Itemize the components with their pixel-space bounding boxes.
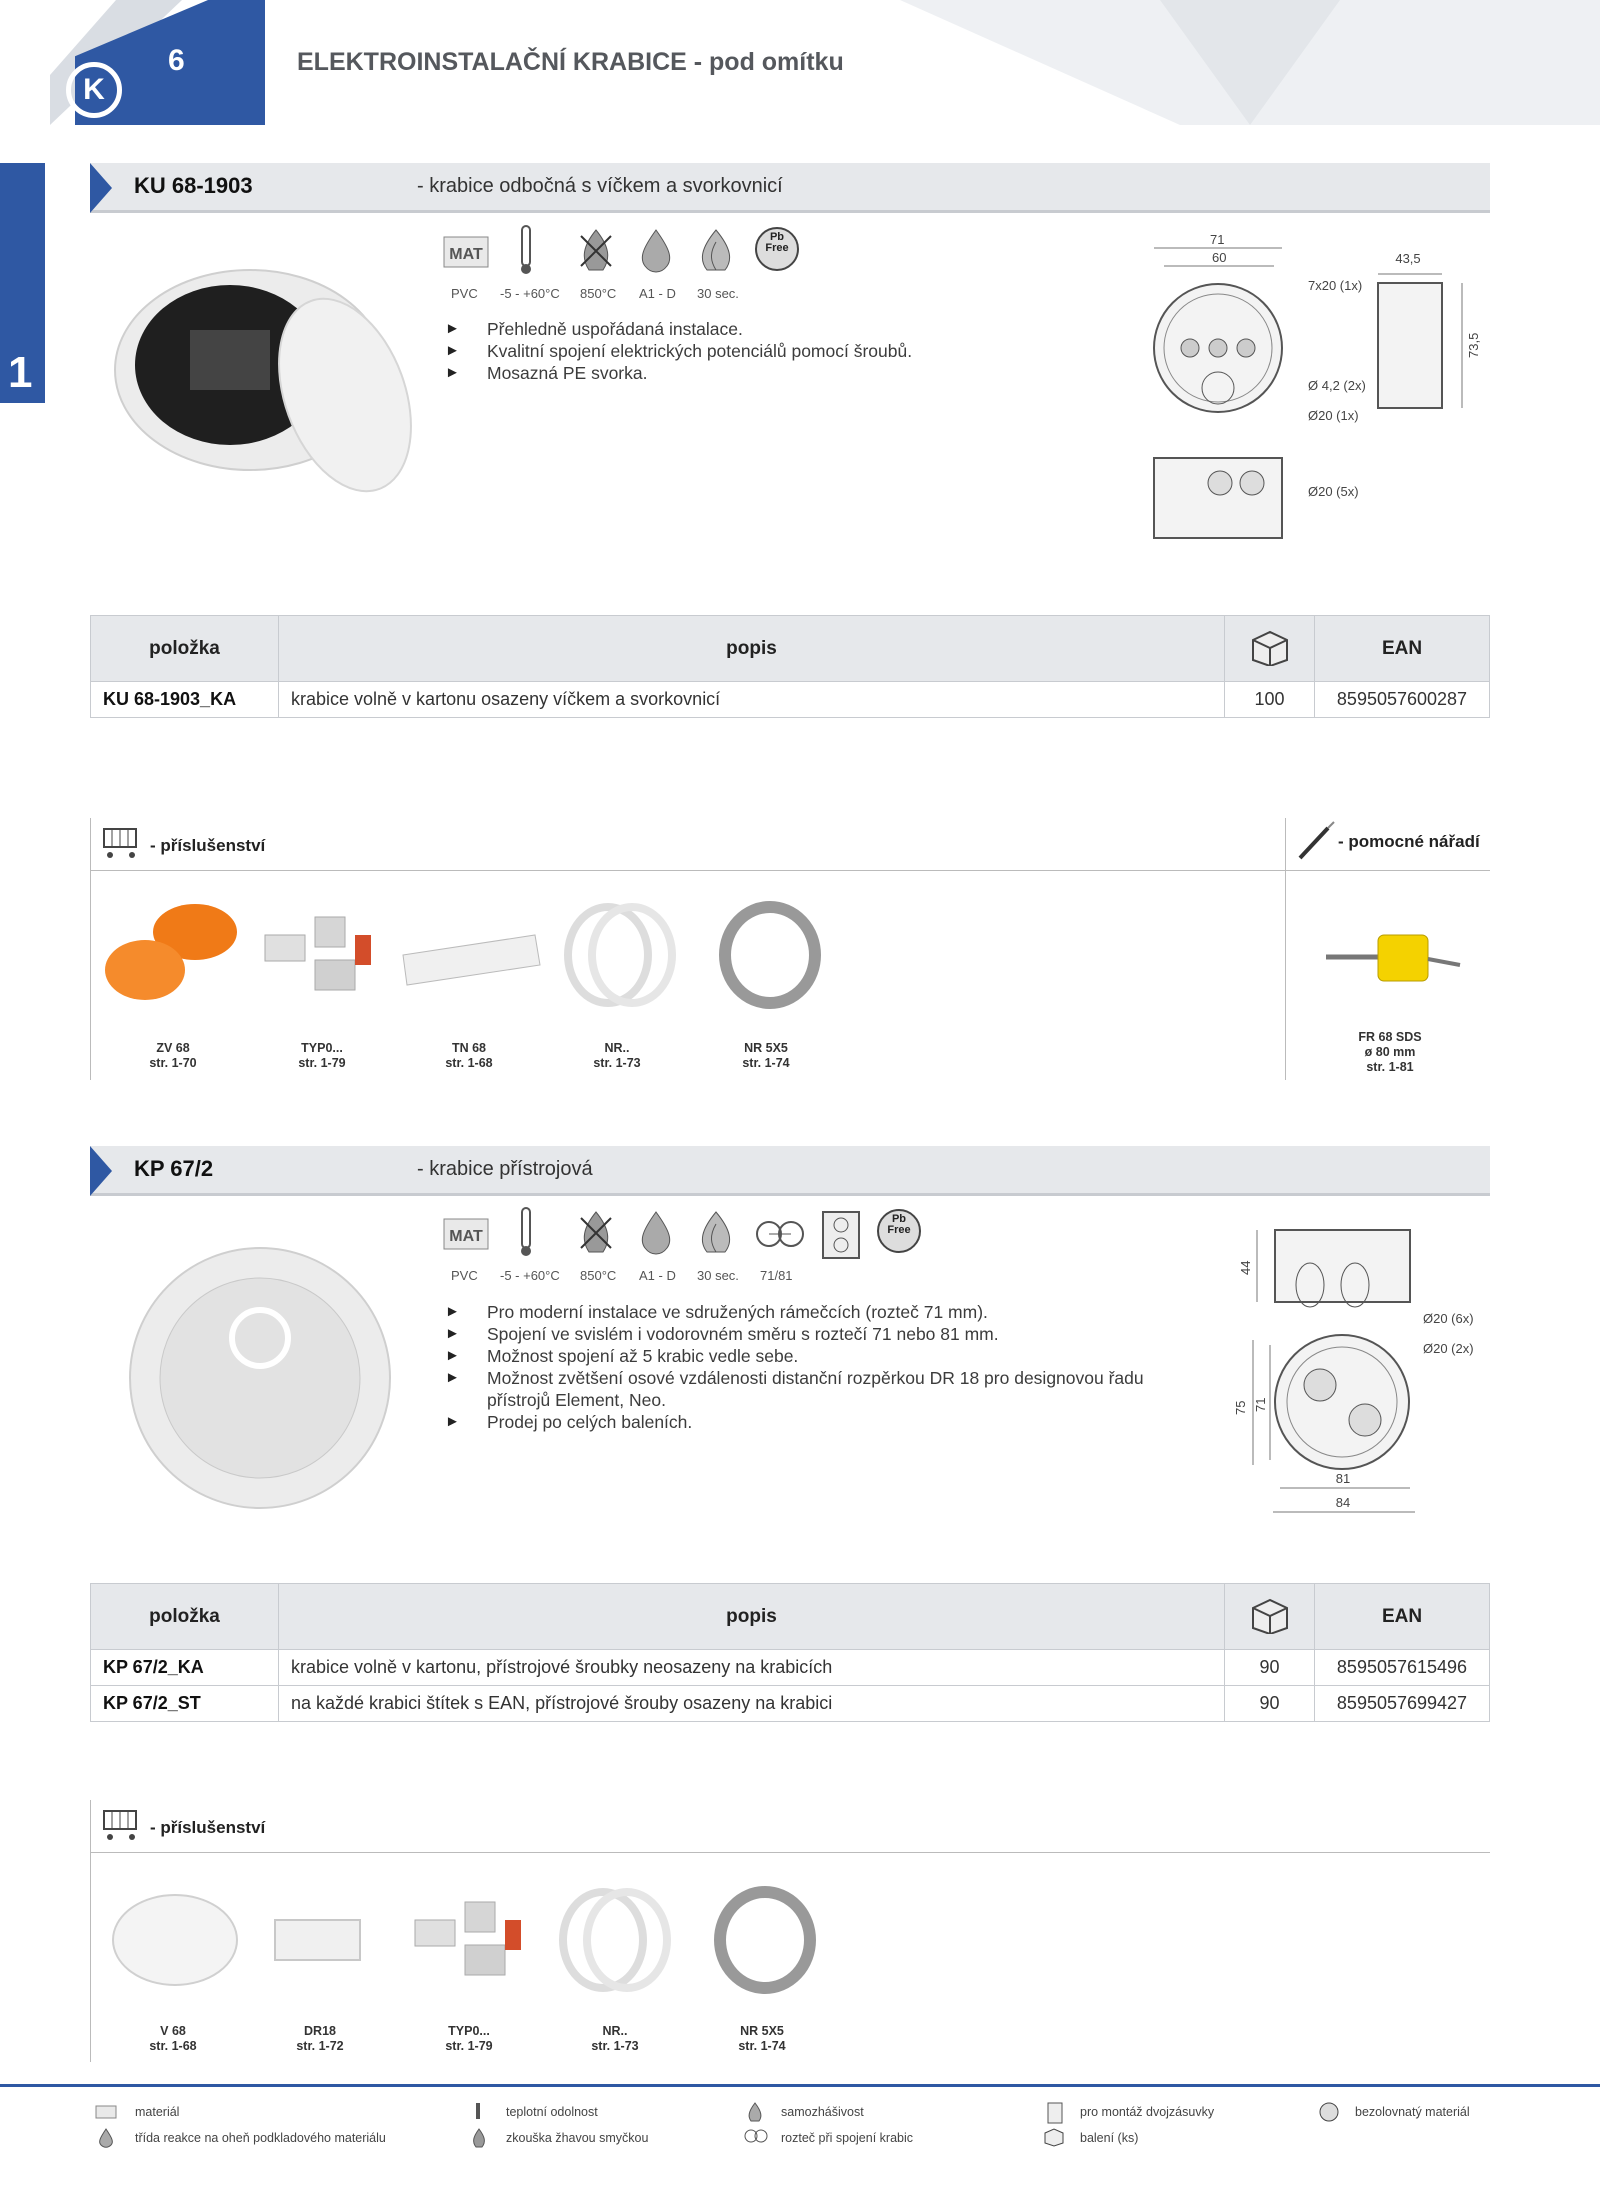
accessory-page: str. 1-72: [296, 2039, 344, 2053]
cell-ean: 8595057699427: [1315, 1686, 1490, 1722]
mat-icon-text: MAT: [449, 246, 483, 263]
technical-drawing-kp67: [1215, 1215, 1515, 1520]
accessory-name: DR18: [304, 2024, 336, 2038]
cell-qty: 100: [1225, 682, 1315, 718]
title-main: ELEKTROINSTALAČNÍ KRABICE: [297, 48, 687, 76]
table-row: [91, 1686, 1490, 1722]
pb-free-icon: [753, 224, 799, 270]
dim-60: 60: [1212, 250, 1227, 265]
col-header-qty: [1225, 616, 1315, 682]
dim-84: 84: [1335, 1495, 1351, 1510]
accessory-caption: [555, 2024, 675, 2054]
caption-pvc: PVC: [451, 1268, 478, 1283]
pb-text: Pb: [891, 1213, 907, 1225]
accessory-image-tn68: [395, 925, 545, 995]
label-d4-2: Ø 4,2 (2x): [1308, 378, 1366, 393]
mat-icon: [443, 230, 489, 276]
accessories-label: - příslušenství: [150, 836, 266, 855]
product-description: - krabice odbočná s víčkem a svorkovnicí: [417, 175, 783, 197]
legend-label: teplotní odolnost: [506, 2105, 598, 2119]
dim-75: 75: [1233, 1400, 1248, 1415]
accessories-divider: [90, 870, 1490, 871]
product-table-ku68: [90, 615, 1490, 718]
spacing-icon: [755, 1212, 801, 1258]
accessory-image-nr5x5: [715, 900, 825, 1010]
caption-time: 30 sec.: [697, 1268, 739, 1283]
accessory-image-nr: [555, 1885, 675, 1995]
caption-spacing: 71/81: [760, 1268, 793, 1283]
feature-item: ► Možnost spojení až 5 krabic vedle sebe.: [445, 1345, 1205, 1367]
accessory-image-nr: [560, 900, 680, 1010]
legend-label: samozhášivost: [781, 2105, 864, 2119]
cell-code: KP 67/2_ST: [91, 1686, 279, 1722]
tool-caption: [1330, 1030, 1450, 1075]
caption-glow: 850°C: [580, 286, 617, 301]
accessory-page: str. 1-68: [149, 2039, 197, 2053]
cell-ean: 8595057600287: [1315, 682, 1490, 718]
col-header-ean: EAN: [1315, 1584, 1490, 1650]
free-text: Free: [765, 242, 789, 254]
accessory-name: NR..: [604, 1041, 630, 1055]
label-7x20: 7x20 (1x): [1308, 278, 1363, 293]
double-socket-icon: [819, 1210, 865, 1256]
cell-desc: krabice volně v kartonu, přístrojové šroubky neosazeny na krabicích: [279, 1650, 1225, 1686]
accessories-frame: [90, 1800, 91, 2062]
dim-71: 71: [1253, 1397, 1268, 1412]
accessory-page: str. 1-74: [738, 2039, 786, 2053]
legend-label: třída reakce na oheň podkladového materiálu: [135, 2131, 386, 2145]
product-code: KU 68-1903: [134, 173, 253, 198]
accessory-page: str. 1-74: [742, 1056, 790, 1070]
accessory-caption: [113, 1041, 233, 1071]
glow-wire-icon: [469, 2128, 489, 2148]
accessory-image-nr5x5: [710, 1885, 820, 1995]
tool-page: str. 1-81: [1366, 1060, 1414, 1074]
tools-label: - pomocné nářadí: [1338, 832, 1480, 851]
accessory-page: str. 1-68: [445, 1056, 493, 1070]
flame-icon: [693, 1208, 739, 1254]
dim-71: 71: [1210, 232, 1225, 247]
technical-drawing-ku68: [1140, 228, 1520, 548]
cart-icon: [100, 1805, 144, 1845]
caption-class: A1 - D: [639, 1268, 676, 1283]
accessory-page: str. 1-79: [298, 1056, 346, 1070]
accessory-caption: [409, 2024, 529, 2054]
tools-frame: [1285, 818, 1286, 1080]
legend-label: pro montáž dvojzásuvky: [1080, 2105, 1215, 2119]
thermometer-icon: [503, 224, 549, 270]
accessories-frame: [90, 818, 91, 1080]
feature-item: ► Pro moderní instalace ve sdružených rámečcích (rozteč 71 mm).: [445, 1301, 1205, 1323]
pb-free-icon: [875, 1206, 921, 1252]
label-d20-5x: Ø20 (5x): [1308, 484, 1359, 499]
feature-item: ► Prodej po celých baleních.: [445, 1411, 1205, 1433]
mat-icon: [443, 1212, 489, 1258]
col-header-desc: popis: [279, 1584, 1225, 1650]
brand-logo: [66, 62, 122, 118]
box-icon: [1247, 626, 1293, 666]
accessory-name: NR 5X5: [744, 1041, 788, 1055]
tool-name: FR 68 SDS: [1358, 1030, 1422, 1044]
logo-letter: K: [83, 73, 105, 106]
mat-icon: [95, 2104, 117, 2120]
cell-code: KP 67/2_KA: [91, 1650, 279, 1686]
accessory-page: str. 1-70: [149, 1056, 197, 1070]
cell-code: KU 68-1903_KA: [91, 682, 279, 718]
accessory-caption: [702, 2024, 822, 2054]
legend-label: zkouška žhavou smyčkou: [506, 2131, 649, 2145]
dim-43-5: 43,5: [1395, 251, 1421, 266]
accessory-image-typ0: [405, 1890, 535, 1990]
accessory-caption: [262, 1041, 382, 1071]
cell-qty: 90: [1225, 1686, 1315, 1722]
col-header-item: položka: [91, 1584, 279, 1650]
drop-icon: [633, 226, 679, 272]
mat-icon-text: MAT: [449, 1228, 483, 1245]
caption-temp: -5 - +60°C: [500, 1268, 560, 1283]
accessory-name: ZV 68: [156, 1041, 190, 1055]
accessories-divider: [90, 1852, 1490, 1853]
product-photo-kp67: [100, 1228, 420, 1528]
page-title: [297, 48, 844, 77]
product-description: - krabice přístrojová: [417, 1158, 593, 1180]
cell-desc: krabice volně v kartonu osazeny víčkem a svorkovnicí: [279, 682, 1225, 718]
feature-item: ► Možnost zvětšení osové vzdálenosti distanční rozpěrkou DR 18 pro designovou řadu přístrojů Element, Neo.: [445, 1367, 1205, 1411]
accessory-caption: [557, 1041, 677, 1071]
cell-desc: na každé krabici štítek s EAN, přístrojové šrouby osazeny na krabici: [279, 1686, 1225, 1722]
product-code: KP 67/2: [134, 1156, 214, 1181]
pb-free-icon: [1318, 2101, 1340, 2123]
feature-item: ► Kvalitní spojení elektrických potenciálů pomocí šroubů.: [445, 340, 1165, 362]
footer-line: [0, 2084, 1600, 2087]
spacing-icon: [744, 2128, 768, 2144]
caption-pvc: PVC: [451, 286, 478, 301]
caption-class: A1 - D: [639, 286, 676, 301]
box-icon: [1043, 2127, 1065, 2147]
feature-list: [445, 318, 1165, 384]
accessories-label: - příslušenství: [150, 1818, 266, 1837]
title-sub: - pod omítku: [686, 48, 844, 76]
accessory-name: NR 5X5: [740, 2024, 784, 2038]
section-bar-kp67: [90, 1146, 1490, 1196]
caption-glow: 850°C: [580, 1268, 617, 1283]
accessory-name: TYP0...: [301, 1041, 343, 1055]
col-header-qty: [1225, 1584, 1315, 1650]
legend-label: rozteč při spojení krabic: [781, 2131, 914, 2145]
feature-list: [445, 1301, 1205, 1433]
legend-label: bezolovnatý materiál: [1355, 2105, 1470, 2119]
section-bar-ku68: [90, 163, 1490, 213]
caption-temp: -5 - +60°C: [500, 286, 560, 301]
feature-item: ► Přehledně uspořádaná instalace.: [445, 318, 1165, 340]
caption-time: 30 sec.: [697, 286, 739, 301]
legend-label: materiál: [135, 2105, 180, 2119]
accessory-caption: [409, 1041, 529, 1071]
tool-size: ø 80 mm: [1364, 1045, 1416, 1059]
feature-item: ► Mosazná PE svorka.: [445, 362, 1165, 384]
dim-81: 81: [1335, 1471, 1351, 1486]
free-text: Free: [887, 1224, 911, 1236]
feature-item: ► Spojení ve svislém i vodorovném směru s roztečí 71 nebo 81 mm.: [445, 1323, 1205, 1345]
label-d20-6x: Ø20 (6x): [1423, 1311, 1474, 1326]
drop-icon: [96, 2128, 116, 2148]
glow-wire-icon: [573, 226, 619, 272]
accessory-caption: [113, 2024, 233, 2054]
tool-image-fr68: [1320, 915, 1470, 1005]
accessory-name: NR..: [602, 2024, 628, 2038]
flame-icon: [693, 226, 739, 272]
section-arrow-icon: [90, 1146, 112, 1196]
pb-text: Pb: [769, 231, 785, 243]
table-row: [91, 682, 1490, 718]
accessory-name: TYP0...: [448, 2024, 490, 2038]
legend-label: balení (ks): [1080, 2131, 1139, 2145]
product-photo-ku68: [100, 250, 420, 500]
flame-icon: [745, 2102, 765, 2122]
dim-44: 44: [1238, 1260, 1253, 1275]
cell-ean: 8595057615496: [1315, 1650, 1490, 1686]
page-number: 6: [168, 44, 185, 77]
accessory-image-v68: [100, 1885, 250, 1995]
accessory-image-typ0: [255, 905, 385, 1005]
accessory-caption: [706, 1041, 826, 1071]
col-header-item: položka: [91, 616, 279, 682]
accessory-page: str. 1-73: [591, 2039, 639, 2053]
accessory-image-zv68: [100, 900, 250, 1010]
accessory-page: str. 1-73: [593, 1056, 641, 1070]
screwdriver-icon: [1292, 818, 1338, 864]
glow-wire-icon: [573, 1208, 619, 1254]
accessory-name: TN 68: [451, 1041, 487, 1055]
section-arrow-icon: [90, 163, 112, 213]
thermometer-icon: [503, 1206, 549, 1252]
accessory-name: V 68: [160, 2024, 186, 2038]
cell-qty: 90: [1225, 1650, 1315, 1686]
cart-icon: [100, 823, 144, 863]
drop-icon: [633, 1208, 679, 1254]
accessory-page: str. 1-79: [445, 2039, 493, 2053]
chapter-number: 1: [8, 348, 33, 397]
box-icon: [1247, 1594, 1293, 1634]
dim-73-5: 73,5: [1466, 332, 1481, 358]
label-d20-2x: Ø20 (2x): [1423, 1341, 1474, 1356]
product-table-kp67: [90, 1583, 1490, 1722]
thermometer-icon: [472, 2102, 484, 2122]
label-d20-1x: Ø20 (1x): [1308, 408, 1359, 423]
col-header-ean: EAN: [1315, 616, 1490, 682]
accessory-caption: [260, 2024, 380, 2054]
col-header-desc: popis: [279, 616, 1225, 682]
table-row: [91, 1650, 1490, 1686]
accessory-image-dr18: [265, 1900, 375, 1980]
double-socket-icon: [1046, 2102, 1064, 2124]
